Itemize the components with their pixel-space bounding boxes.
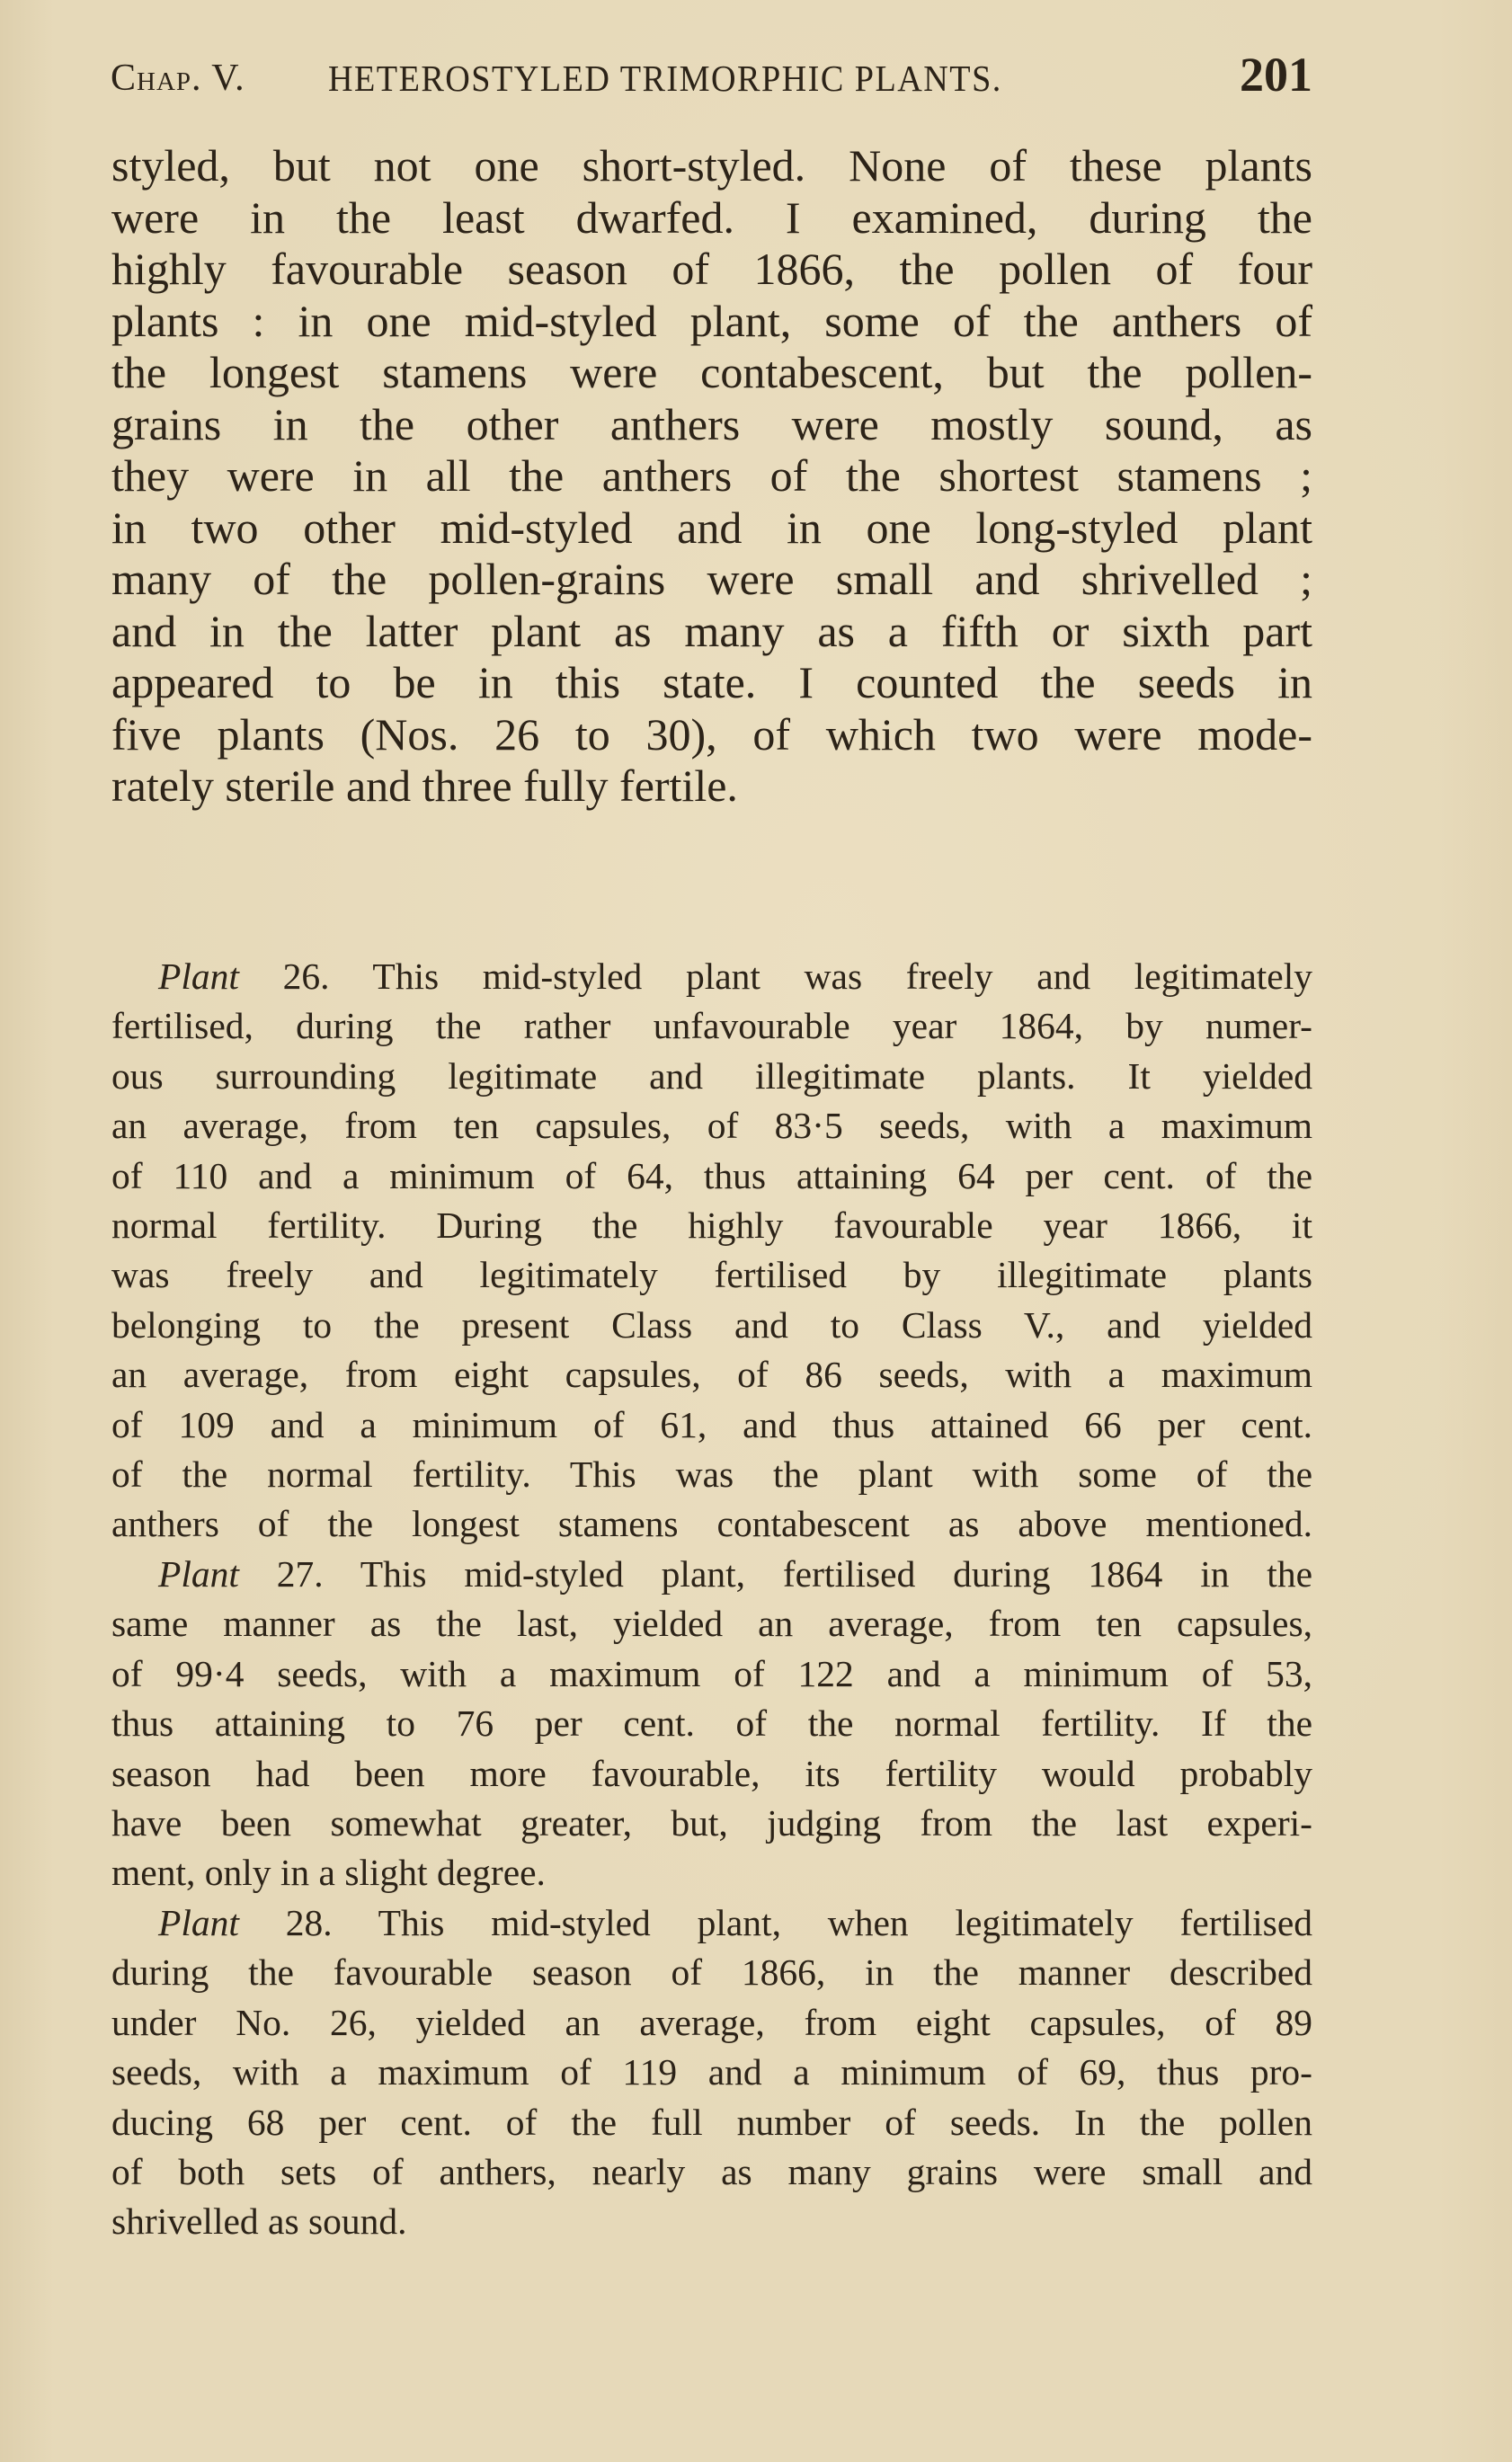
text-line: the longest stamens were contabescent, but the pollen-	[111, 347, 1312, 397]
text-line: plants : in one mid-styled plant, some of the anthers of	[111, 295, 1312, 346]
text-line: under No. 26, yielded an average, from eight capsules, of 89	[111, 2001, 1312, 2043]
text-line: in two other mid-styled and in one long-styled plant	[111, 502, 1312, 553]
plant-28-paragraph	[111, 1898, 1312, 2247]
text-line: ducing 68 per cent. of the full number of seeds. In the pollen	[111, 2101, 1312, 2143]
plant-label: Plant	[158, 1902, 239, 1943]
text-line: normal fertility. During the highly favourable year 1866, it	[111, 1204, 1312, 1246]
text-line: anthers of the longest stamens contabescent as above mentioned.	[111, 1503, 1312, 1545]
text-line: highly favourable season of 1866, the pollen of four	[111, 244, 1312, 294]
text-line: was freely and legitimately fertilised by illegitimate plants	[111, 1254, 1312, 1296]
plant-label: Plant	[158, 955, 239, 997]
text-line: five plants (Nos. 26 to 30), of which two were mode-	[111, 708, 1312, 760]
page-number: 201	[1240, 48, 1312, 102]
text-line: many of the pollen-grains were small and shrivelled ;	[111, 554, 1312, 604]
running-head	[111, 48, 1312, 102]
chapter-title: HETEROSTYLED TRIMORPHIC PLANTS.	[328, 58, 1002, 99]
text-line: appeared to be in this state. I counted the seeds in	[111, 657, 1312, 707]
text-line: thus attaining to 76 per cent. of the normal fertility. If the	[111, 1702, 1312, 1745]
text-line: season had been more favourable, its fertility would probably	[111, 1752, 1312, 1794]
text-line	[111, 952, 1312, 1001]
text-line: ment, only in a slight degree.	[111, 1852, 546, 1894]
plant-first-line: 26. This mid-styled plant was freely and legitimately	[282, 955, 1312, 997]
text-line: an average, from ten capsules, of 83·5 seeds, with a maximum	[111, 1105, 1312, 1147]
text-line: of 110 and a minimum of 64, thus attaining 64 per cent. of the	[111, 1154, 1312, 1196]
text-line	[111, 1550, 1312, 1599]
text-line: of 99·4 seeds, with a maximum of 122 and a minimum of 53,	[111, 1652, 1312, 1694]
text-line: styled, but not one short-styled. None of these plants	[111, 140, 1312, 191]
text-line: ous surrounding legitimate and illegitimate plants. It yielded	[111, 1054, 1312, 1097]
plant-26-paragraph	[111, 952, 1312, 1550]
plant-label: Plant	[158, 1553, 239, 1595]
text-line: of 109 and a minimum of 61, and thus attained 66 per cent.	[111, 1403, 1312, 1445]
text-line	[111, 1898, 1312, 1948]
text-line: have been somewhat greater, but, judging from the last experi-	[111, 1801, 1312, 1844]
text-line: were in the least dwarfed. I examined, during the	[111, 191, 1312, 243]
text-line: rately sterile and three fully fertile.	[111, 760, 738, 811]
text-line: and in the latter plant as many as a fifth or sixth part	[111, 605, 1312, 656]
text-line: of both sets of anthers, nearly as many grains were small and	[111, 2150, 1312, 2192]
text-line: belonging to the present Class and to Class V., and yielded	[111, 1303, 1312, 1346]
text-line: fertilised, during the rather unfavourable year 1864, by numer-	[111, 1005, 1312, 1047]
text-line: they were in all the anthers of the shortest stamens ;	[111, 450, 1312, 501]
text-line: an average, from eight capsules, of 86 seeds, with a maximum	[111, 1354, 1312, 1396]
text-line: seeds, with a maximum of 119 and a minimum of 69, thus pro-	[111, 2051, 1312, 2093]
text-line: same manner as the last, yielded an average, from ten capsules,	[111, 1603, 1312, 1645]
chapter-label: Chap. V.	[111, 58, 245, 99]
plant-first-line: 28. This mid-styled plant, when legitimately fertilised	[285, 1902, 1312, 1943]
text-line: grains in the other anthers were mostly sound, as	[111, 398, 1312, 449]
plant-first-line: 27. This mid-styled plant, fertilised during 1864 in the	[276, 1553, 1313, 1595]
intro-paragraph	[111, 140, 1312, 813]
text-line: during the favourable season of 1866, in the manner described	[111, 1951, 1312, 1994]
text-line: of the normal fertility. This was the plant with some of the	[111, 1453, 1312, 1495]
plant-27-paragraph	[111, 1550, 1312, 1898]
text-line: shrivelled as sound.	[111, 2200, 407, 2243]
